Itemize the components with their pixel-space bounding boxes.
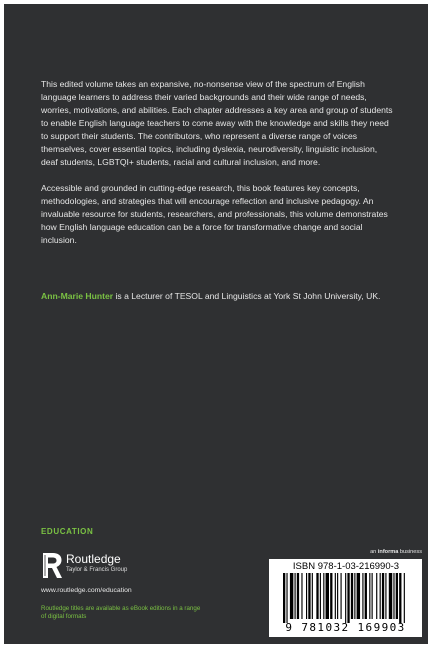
barcode-bar — [295, 573, 296, 619]
barcode-bar — [393, 573, 394, 619]
corp-suffix: business — [398, 549, 422, 555]
barcode-bar — [286, 573, 287, 623]
barcode-bar — [347, 573, 349, 623]
ebook-note: Routledge titles are available as eBook editions in a range of digital formats — [41, 605, 201, 620]
barcode-bar — [357, 573, 360, 619]
barcode-bar — [345, 573, 346, 623]
barcode-bar — [362, 573, 363, 619]
barcode-bar — [369, 573, 370, 619]
barcode-bar — [320, 573, 321, 619]
blurb — [41, 78, 393, 260]
barcode-bar — [283, 573, 285, 623]
barcode-bar — [389, 573, 392, 619]
routledge-r-logo-icon — [41, 550, 63, 580]
informa-business-note — [370, 549, 422, 555]
isbn-text: ISBN 978-1-03-216990-3 — [292, 561, 400, 572]
barcode-bar — [290, 573, 293, 619]
author-name: Ann-Marie Hunter — [41, 291, 114, 301]
blurb-paragraph-1: This edited volume takes an expansive, no-nonsense view of the spectrum of English language learners to address their varied backgrounds and their wide range of needs, worries, motivations, and abilities. Each chapter addresses a key area and group of students to enable English language teachers to come away with the knowledge and skills they need to support their students. The contributors, who represent a diverse range of voices themselves, cover essential topics, including dyslexia, neurodiversity, linguistic inclusion, deaf students, LGBTQI+ students, racial and cultural inclusion, and more. — [41, 79, 393, 167]
barcode-bar — [354, 573, 355, 619]
publisher-website: www.routledge.com/education — [41, 587, 132, 594]
barcode-bar — [380, 573, 381, 619]
barcode-bar — [330, 573, 332, 619]
barcode-bar — [365, 573, 367, 619]
barcode-bar — [335, 573, 336, 619]
barcode-box — [269, 559, 422, 637]
barcode-bar — [337, 573, 338, 619]
corp-brand: informa — [377, 549, 399, 555]
barcode-bar — [306, 573, 307, 619]
barcode-digits: 9 781032 169903 — [285, 621, 406, 634]
barcode-bar — [385, 573, 386, 619]
barcode-bar — [297, 573, 299, 619]
publisher-group: Taylor & Francis Group — [66, 567, 128, 573]
blurb-paragraph-2: Accessible and grounded in cutting-edge research, this book features key concepts, methodologies, and strategies that will encourage reflection and inclusive pedagogy. An invaluable resource for students, researchers, and professionals, this volume demonstrates how English language education can be a force for transformative change and social inclusion. — [41, 183, 388, 245]
barcode-bar — [404, 573, 405, 623]
barcode-bar — [351, 573, 353, 619]
barcode-bar — [372, 573, 373, 619]
barcode — [283, 573, 408, 623]
author-description: is a Lecturer of TESOL and Linguistics at York St John University, UK. — [113, 291, 381, 301]
publisher-name: Routledge — [66, 552, 121, 566]
barcode-bar — [396, 573, 398, 619]
subject-category: EDUCATION — [41, 527, 94, 536]
barcode-bar — [323, 573, 324, 619]
barcode-bar — [312, 573, 313, 619]
barcode-bar — [326, 573, 329, 619]
barcode-bar — [301, 573, 302, 619]
back-cover — [4, 4, 428, 644]
barcode-bar — [399, 573, 401, 623]
barcode-bar — [316, 573, 318, 619]
barcode-bar — [382, 573, 384, 619]
barcode-bar — [376, 573, 377, 619]
barcode-bar — [308, 573, 310, 619]
barcode-bar — [341, 573, 342, 619]
corp-prefix: an — [370, 549, 378, 555]
author-bio — [41, 290, 393, 303]
